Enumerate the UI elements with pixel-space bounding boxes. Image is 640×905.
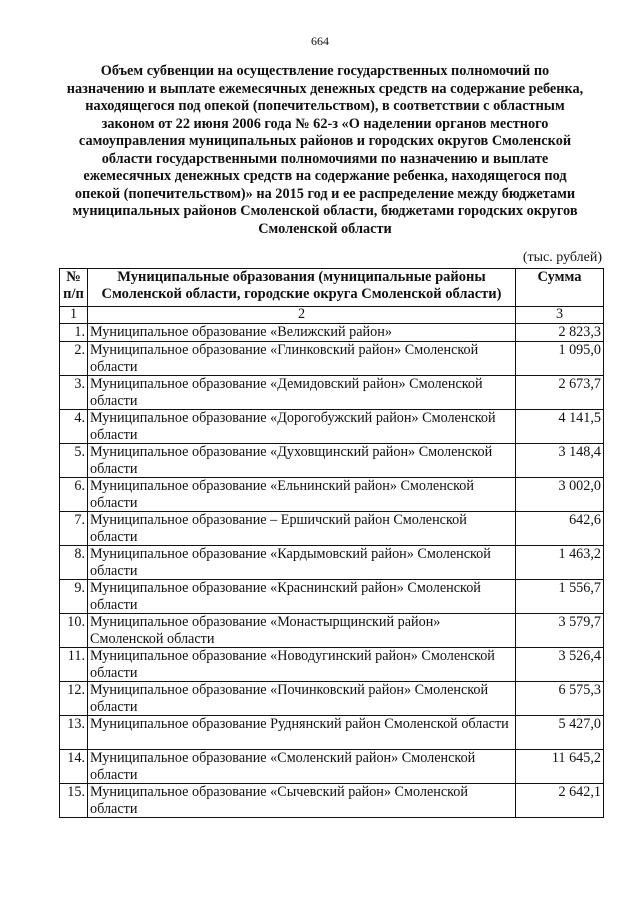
table-row [60,444,604,478]
table-row [60,512,604,546]
row-number: 4. [60,410,88,444]
page-number: 664 [311,34,329,48]
subvention-table [59,268,604,818]
row-number: 9. [60,580,88,614]
row-sum: 5 427,0 [516,716,604,750]
table-row [60,614,604,648]
row-municipality: Муниципальное образование «Починковский район» Смоленской области [88,682,516,716]
row-municipality: Муниципальное образование «Демидовский район» Смоленской области [88,376,516,410]
row-municipality: Муниципальное образование «Дорогобужский район» Смоленской области [88,410,516,444]
column-index: 1 [60,307,88,324]
row-sum: 2 823,3 [516,324,604,342]
column-index-row [60,307,604,324]
table-header-row [60,269,604,307]
row-number: 11. [60,648,88,682]
row-sum: 2 642,1 [516,784,604,818]
row-sum: 1 095,0 [516,342,604,376]
table-row [60,546,604,580]
row-municipality: Муниципальное образование «Смоленский район» Смоленской области [88,750,516,784]
row-sum: 642,6 [516,512,604,546]
table-row [60,580,604,614]
table-row [60,648,604,682]
row-municipality: Муниципальное образование Руднянский район Смоленской области [88,716,516,750]
table-row [60,716,604,750]
row-number: 8. [60,546,88,580]
units-label: (тыс. рублей) [522,250,602,265]
row-municipality: Муниципальное образование «Новодугинский район» Смоленской области [88,648,516,682]
row-municipality: Муниципальное образование – Ершичский район Смоленской области [88,512,516,546]
column-index: 2 [88,307,516,324]
row-municipality: Муниципальное образование «Монастырщинский район» Смоленской области [88,614,516,648]
document-title: Объем субвенции на осуществление государственных полномочий по назначению и выплате ежемесячных денежных средств на содержание ребенка, находящегося под опекой (попечительством), в соответствии с областным законом от 22 июня 2006 года № 62-з «О наделении органов местного самоуправления муниципальных районов и городских округов Смоленской области государственными полномочиями по назначению и выплате ежемесячных денежных средств на содержание ребенка, находящегося под опекой (попечительством)» на 2015 год и ее распределение между бюджетами муниципальных районов Смоленской области, бюджетами городских округов Смоленской области [66,63,584,237]
table-row [60,410,604,444]
row-sum: 4 141,5 [516,410,604,444]
row-number: 15. [60,784,88,818]
row-municipality: Муниципальное образование «Ельнинский район» Смоленской области [88,478,516,512]
row-municipality: Муниципальное образование «Кардымовский район» Смоленской области [88,546,516,580]
row-number: 2. [60,342,88,376]
row-municipality: Муниципальное образование «Сычевский район» Смоленской области [88,784,516,818]
row-number: 3. [60,376,88,410]
row-municipality: Муниципальное образование «Духовщинский район» Смоленской области [88,444,516,478]
table-row [60,342,604,376]
row-number: 1. [60,324,88,342]
header-municipality: Муниципальные образования (муниципальные районы Смоленской области, городские округа Смоленской области) [88,269,516,307]
table-row [60,784,604,818]
header-number: № п/п [60,269,88,307]
table-row [60,478,604,512]
row-sum: 6 575,3 [516,682,604,716]
row-number: 5. [60,444,88,478]
row-municipality: Муниципальное образование «Глинковский район» Смоленской области [88,342,516,376]
row-sum: 3 579,7 [516,614,604,648]
row-sum: 2 673,7 [516,376,604,410]
header-sum: Сумма [516,269,604,307]
table-row [60,376,604,410]
row-number: 14. [60,750,88,784]
row-sum: 3 148,4 [516,444,604,478]
row-number: 6. [60,478,88,512]
row-number: 13. [60,716,88,750]
row-municipality: Муниципальное образование «Велижский район» [88,324,516,342]
table-row [60,750,604,784]
row-municipality: Муниципальное образование «Краснинский район» Смоленской области [88,580,516,614]
row-sum: 3 526,4 [516,648,604,682]
row-number: 12. [60,682,88,716]
row-number: 10. [60,614,88,648]
row-sum: 1 556,7 [516,580,604,614]
column-index: 3 [516,307,604,324]
table-row [60,682,604,716]
table-row [60,324,604,342]
row-sum: 1 463,2 [516,546,604,580]
row-sum: 3 002,0 [516,478,604,512]
row-number: 7. [60,512,88,546]
row-sum: 11 645,2 [516,750,604,784]
